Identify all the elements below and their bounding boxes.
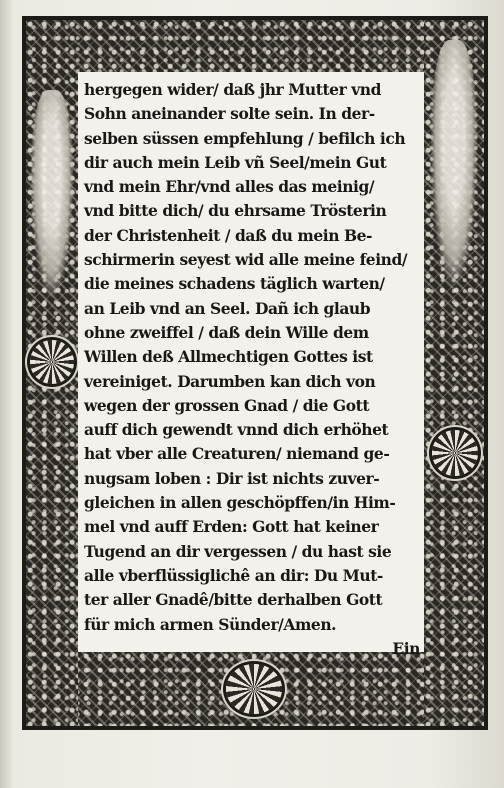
text-line: ohne zweiffel / daß dein Wille dem <box>84 322 369 342</box>
text-line: vereiniget. Darumben kan dich von <box>84 371 376 391</box>
text-line: der Christenheit / daß du mein Be- <box>84 225 373 245</box>
ornamental-border-top <box>26 20 484 72</box>
rosette-medallion-icon <box>226 664 282 714</box>
saint-figure-right-icon <box>430 40 478 290</box>
text-line: nugsam loben : Dir ist nichts zuver- <box>84 468 380 488</box>
text-line: vnd mein Ehr/vnd alles das meinig/ <box>84 177 375 197</box>
text-line: schirmerin seyest wid alle meine feind/ <box>84 250 408 270</box>
text-line: dir auch mein Leib vñ Seel/mein Gut <box>84 152 387 172</box>
text-line: vnd bitte dich/ du ehrsame Trösterin <box>84 201 387 221</box>
text-line: Tugend an dir vergessen / du hast sie <box>84 541 392 561</box>
text-line: an Leib vnd an Seel. Dañ ich glaub <box>84 298 371 318</box>
text-line: selben süssen empfehlung / befilch ich <box>84 128 406 148</box>
text-line: alle vberflüssiglichê an dir: Du Mut- <box>84 565 383 585</box>
text-line: hat vber alle Creaturen/ niemand ge- <box>84 444 390 464</box>
text-line: hergegen wider/ daß jhr Mutter vnd <box>84 80 381 99</box>
text-line: die meines schadens täglich warten/ <box>84 274 385 294</box>
text-line: wegen der grossen Gnad / die Gott <box>84 395 370 415</box>
rosette-medallion-icon <box>30 340 74 384</box>
text-line: Sohn aneinander solte sein. In der- <box>84 104 375 124</box>
text-line: für mich armen Sünder/Amen. <box>84 614 337 634</box>
prayer-text <box>84 78 422 661</box>
text-line: auff dich gewendt vnnd dich erhöhet <box>84 420 389 440</box>
text-line: Willen deß Allmechtigen Gottes ist <box>84 347 373 367</box>
text-line: ter aller Gnadê/bitte derhalben Gott <box>84 590 383 610</box>
text-line: mel vnd auff Erden: Gott hat keiner <box>84 517 379 537</box>
text-line: gleichen in allen geschöpffen/in Him- <box>84 493 396 513</box>
rosette-medallion-icon <box>432 430 478 476</box>
saint-figure-left-icon <box>30 90 74 300</box>
catchword: Ein <box>392 638 420 658</box>
